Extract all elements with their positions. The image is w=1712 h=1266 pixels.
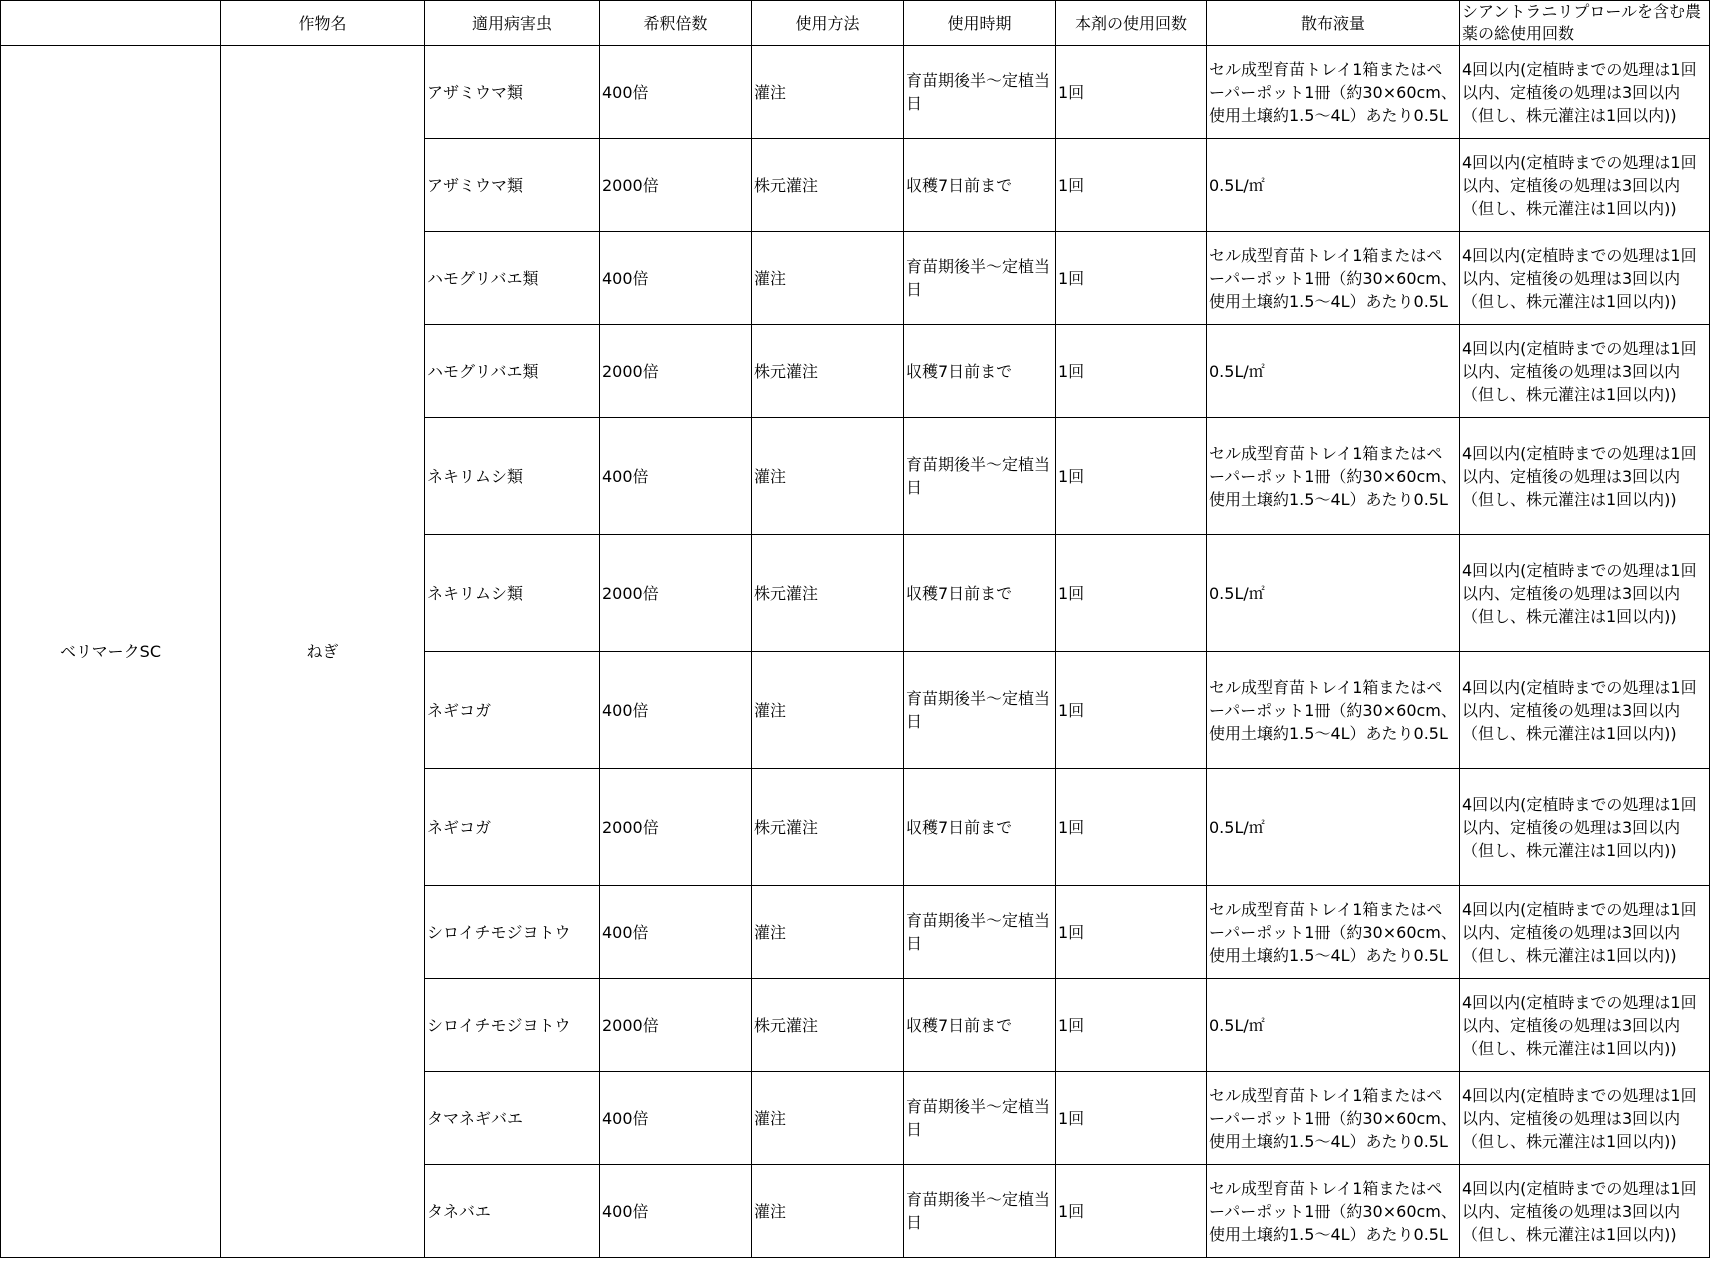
total-cell: 4回以内(定植時までの処理は1回以内、定植後の処理は3回以内（但し、株元灌注は1回以内)) (1460, 652, 1710, 769)
total-cell: 4回以内(定植時までの処理は1回以内、定植後の処理は3回以内（但し、株元灌注は1回以内)) (1460, 139, 1710, 232)
method-cell: 株元灌注 (752, 139, 904, 232)
method-cell: 株元灌注 (752, 979, 904, 1072)
count-cell: 1回 (1056, 232, 1207, 325)
count-cell: 1回 (1056, 1072, 1207, 1165)
timing-cell: 育苗期後半～定植当日 (904, 886, 1056, 979)
total-cell: 4回以内(定植時までの処理は1回以内、定植後の処理は3回以内（但し、株元灌注は1回以内)) (1460, 1165, 1710, 1258)
total-cell: 4回以内(定植時までの処理は1回以内、定植後の処理は3回以内（但し、株元灌注は1回以内)) (1460, 1072, 1710, 1165)
method-cell: 灌注 (752, 886, 904, 979)
total-cell: 4回以内(定植時までの処理は1回以内、定植後の処理は3回以内（但し、株元灌注は1回以内)) (1460, 232, 1710, 325)
volume-cell: セル成型育苗トレイ1箱またはペーパーポット1冊（約30×60cm、使用土壌約1.5～4L）あたり0.5L (1207, 1072, 1460, 1165)
method-cell: 灌注 (752, 46, 904, 139)
dilution-cell: 400倍 (600, 886, 752, 979)
method-cell: 灌注 (752, 652, 904, 769)
volume-cell: セル成型育苗トレイ1箱またはペーパーポット1冊（約30×60cm、使用土壌約1.5～4L）あたり0.5L (1207, 652, 1460, 769)
volume-cell: 0.5L/㎡ (1207, 139, 1460, 232)
dilution-cell: 400倍 (600, 46, 752, 139)
volume-cell: 0.5L/㎡ (1207, 979, 1460, 1072)
pest-cell: タネバエ (425, 1165, 600, 1258)
dilution-cell: 400倍 (600, 1072, 752, 1165)
crop-name-cell: ねぎ (221, 46, 425, 1258)
pest-cell: アザミウマ類 (425, 46, 600, 139)
timing-cell: 収穫7日前まで (904, 979, 1056, 1072)
pest-cell: ネギコガ (425, 652, 600, 769)
pest-cell: シロイチモジヨトウ (425, 886, 600, 979)
count-cell: 1回 (1056, 535, 1207, 652)
total-cell: 4回以内(定植時までの処理は1回以内、定植後の処理は3回以内（但し、株元灌注は1回以内)) (1460, 535, 1710, 652)
pest-cell: ハモグリバエ類 (425, 232, 600, 325)
volume-cell: セル成型育苗トレイ1箱またはペーパーポット1冊（約30×60cm、使用土壌約1.5～4L）あたり0.5L (1207, 1165, 1460, 1258)
count-cell: 1回 (1056, 1165, 1207, 1258)
count-cell: 1回 (1056, 886, 1207, 979)
count-cell: 1回 (1056, 769, 1207, 886)
pest-cell: アザミウマ類 (425, 139, 600, 232)
pest-cell: ネキリムシ類 (425, 535, 600, 652)
method-cell: 灌注 (752, 232, 904, 325)
timing-cell: 育苗期後半～定植当日 (904, 46, 1056, 139)
total-cell: 4回以内(定植時までの処理は1回以内、定植後の処理は3回以内（但し、株元灌注は1回以内)) (1460, 769, 1710, 886)
dilution-cell: 2000倍 (600, 325, 752, 418)
count-cell: 1回 (1056, 139, 1207, 232)
count-cell: 1回 (1056, 325, 1207, 418)
dilution-cell: 400倍 (600, 232, 752, 325)
timing-cell: 育苗期後半～定植当日 (904, 418, 1056, 535)
total-cell: 4回以内(定植時までの処理は1回以内、定植後の処理は3回以内（但し、株元灌注は1回以内)) (1460, 325, 1710, 418)
pest-cell: シロイチモジヨトウ (425, 979, 600, 1072)
total-cell: 4回以内(定植時までの処理は1回以内、定植後の処理は3回以内（但し、株元灌注は1回以内)) (1460, 418, 1710, 535)
header-method: 使用方法 (752, 1, 904, 46)
pest-cell: ハモグリバエ類 (425, 325, 600, 418)
timing-cell: 育苗期後半～定植当日 (904, 652, 1056, 769)
method-cell: 灌注 (752, 418, 904, 535)
count-cell: 1回 (1056, 979, 1207, 1072)
timing-cell: 収穫7日前まで (904, 535, 1056, 652)
timing-cell: 育苗期後半～定植当日 (904, 232, 1056, 325)
header-pest: 適用病害虫 (425, 1, 600, 46)
volume-cell: セル成型育苗トレイ1箱またはペーパーポット1冊（約30×60cm、使用土壌約1.5～4L）あたり0.5L (1207, 418, 1460, 535)
pest-cell: タマネギバエ (425, 1072, 600, 1165)
dilution-cell: 2000倍 (600, 769, 752, 886)
volume-cell: セル成型育苗トレイ1箱またはペーパーポット1冊（約30×60cm、使用土壌約1.5～4L）あたり0.5L (1207, 46, 1460, 139)
header-dilution: 希釈倍数 (600, 1, 752, 46)
volume-cell: 0.5L/㎡ (1207, 325, 1460, 418)
total-cell: 4回以内(定植時までの処理は1回以内、定植後の処理は3回以内（但し、株元灌注は1回以内)) (1460, 979, 1710, 1072)
timing-cell: 収穫7日前まで (904, 139, 1056, 232)
pest-cell: ネキリムシ類 (425, 418, 600, 535)
product-name-cell: ベリマークSC (1, 46, 221, 1258)
count-cell: 1回 (1056, 652, 1207, 769)
header-volume: 散布液量 (1207, 1, 1460, 46)
dilution-cell: 2000倍 (600, 535, 752, 652)
dilution-cell: 2000倍 (600, 979, 752, 1072)
volume-cell: 0.5L/㎡ (1207, 535, 1460, 652)
method-cell: 株元灌注 (752, 769, 904, 886)
timing-cell: 収穫7日前まで (904, 325, 1056, 418)
method-cell: 株元灌注 (752, 325, 904, 418)
header-crop: 作物名 (221, 1, 425, 46)
method-cell: 株元灌注 (752, 535, 904, 652)
dilution-cell: 400倍 (600, 652, 752, 769)
count-cell: 1回 (1056, 46, 1207, 139)
header-count: 本剤の使用回数 (1056, 1, 1207, 46)
pest-cell: ネギコガ (425, 769, 600, 886)
method-cell: 灌注 (752, 1165, 904, 1258)
dilution-cell: 2000倍 (600, 139, 752, 232)
header-product (1, 1, 221, 46)
volume-cell: セル成型育苗トレイ1箱またはペーパーポット1冊（約30×60cm、使用土壌約1.5～4L）あたり0.5L (1207, 886, 1460, 979)
volume-cell: セル成型育苗トレイ1箱またはペーパーポット1冊（約30×60cm、使用土壌約1.5～4L）あたり0.5L (1207, 232, 1460, 325)
dilution-cell: 400倍 (600, 1165, 752, 1258)
total-cell: 4回以内(定植時までの処理は1回以内、定植後の処理は3回以内（但し、株元灌注は1回以内)) (1460, 886, 1710, 979)
header-timing: 使用時期 (904, 1, 1056, 46)
count-cell: 1回 (1056, 418, 1207, 535)
volume-cell: 0.5L/㎡ (1207, 769, 1460, 886)
header-row (1, 1, 1710, 46)
timing-cell: 育苗期後半～定植当日 (904, 1072, 1056, 1165)
table-row (1, 46, 1710, 139)
method-cell: 灌注 (752, 1072, 904, 1165)
total-cell: 4回以内(定植時までの処理は1回以内、定植後の処理は3回以内（但し、株元灌注は1回以内)) (1460, 46, 1710, 139)
dilution-cell: 400倍 (600, 418, 752, 535)
header-total: シアントラニリプロールを含む農薬の総使用回数 (1460, 1, 1710, 46)
timing-cell: 育苗期後半～定植当日 (904, 1165, 1056, 1258)
timing-cell: 収穫7日前まで (904, 769, 1056, 886)
